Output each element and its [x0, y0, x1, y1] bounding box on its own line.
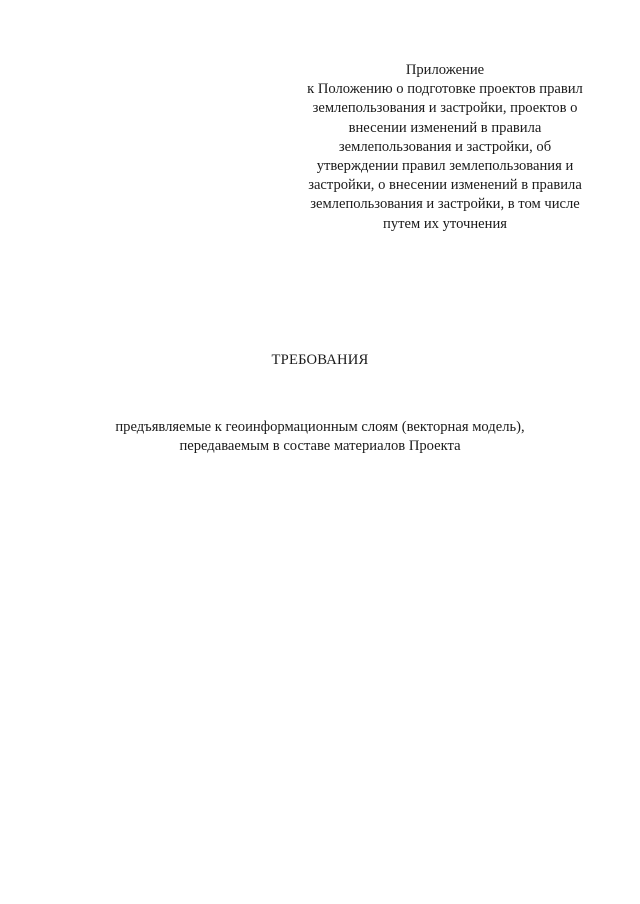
appendix-line: застройки, о внесении изменений в правила [308, 177, 582, 194]
appendix-line: землепользования и застройки, в том числе [310, 196, 580, 213]
appendix-line: путем их уточнения [383, 215, 507, 232]
document-subtitle [0, 418, 640, 456]
document-title: ТРЕБОВАНИЯ [271, 352, 369, 368]
appendix-line: внесении изменений в правила [348, 119, 542, 136]
appendix-heading: Приложение [405, 62, 485, 78]
appendix-line: к Положению о подготовке проектов правил [307, 81, 583, 98]
appendix-line: утверждении правил землепользования и [316, 158, 574, 175]
appendix-line: землепользования и застройки, об [338, 138, 552, 155]
subtitle-line: предъявляемые к геоинформационным слоям (векторная модель), [115, 419, 525, 435]
appendix-block [296, 61, 594, 234]
subtitle-line: передаваемым в составе материалов Проекта [179, 438, 461, 455]
appendix-line: землепользования и застройки, проектов о [312, 100, 578, 117]
